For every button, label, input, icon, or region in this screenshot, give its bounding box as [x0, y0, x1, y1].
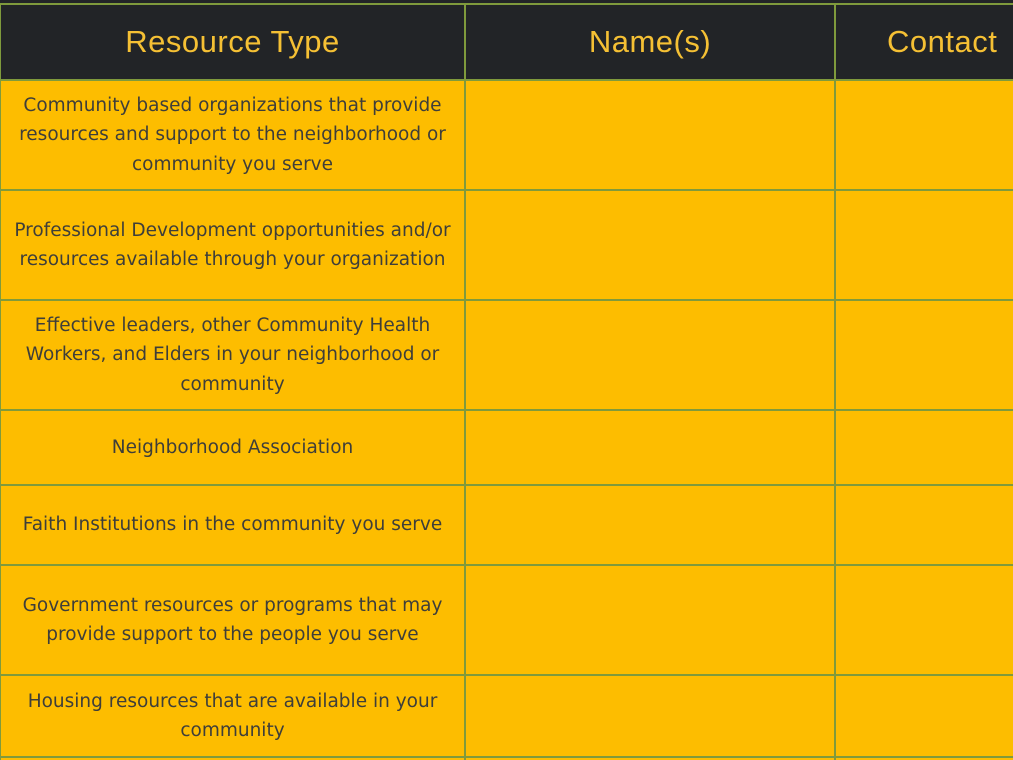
header-contact: Contact — [835, 4, 1013, 80]
contact-cell[interactable] — [835, 565, 1013, 675]
names-cell[interactable] — [465, 80, 835, 190]
contact-cell[interactable] — [835, 675, 1013, 757]
contact-cell[interactable] — [835, 80, 1013, 190]
contact-cell[interactable] — [835, 410, 1013, 485]
names-cell[interactable] — [465, 190, 835, 300]
table-row — [0, 410, 1013, 485]
resource-type-cell: Professional Development opportunities and/or resources available through your organization — [0, 190, 465, 300]
resource-type-cell: Neighborhood Association — [0, 410, 465, 485]
header-names: Name(s) — [465, 4, 835, 80]
resource-type-cell: Housing resources that are available in your community — [0, 675, 465, 757]
table-row — [0, 565, 1013, 675]
names-cell[interactable] — [465, 485, 835, 565]
table-row — [0, 190, 1013, 300]
resource-type-cell: Effective leaders, other Community Health Workers, and Elders in your neighborhood or community — [0, 300, 465, 410]
resource-type-cell: Faith Institutions in the community you serve — [0, 485, 465, 565]
contact-cell[interactable] — [835, 190, 1013, 300]
header-row — [0, 4, 1013, 80]
table-body — [0, 80, 1013, 760]
resource-type-cell: Government resources or programs that may provide support to the people you serve — [0, 565, 465, 675]
table-header — [0, 4, 1013, 80]
resource-table — [0, 3, 1013, 760]
contact-cell[interactable] — [835, 485, 1013, 565]
names-cell[interactable] — [465, 675, 835, 757]
names-cell[interactable] — [465, 300, 835, 410]
header-resource-type: Resource Type — [0, 4, 465, 80]
names-cell[interactable] — [465, 565, 835, 675]
table-row — [0, 675, 1013, 757]
contact-cell[interactable] — [835, 300, 1013, 410]
resource-type-cell: Community based organizations that provide resources and support to the neighborhood or community you serve — [0, 80, 465, 190]
table-row — [0, 80, 1013, 190]
table-row — [0, 485, 1013, 565]
table-row — [0, 300, 1013, 410]
names-cell[interactable] — [465, 410, 835, 485]
